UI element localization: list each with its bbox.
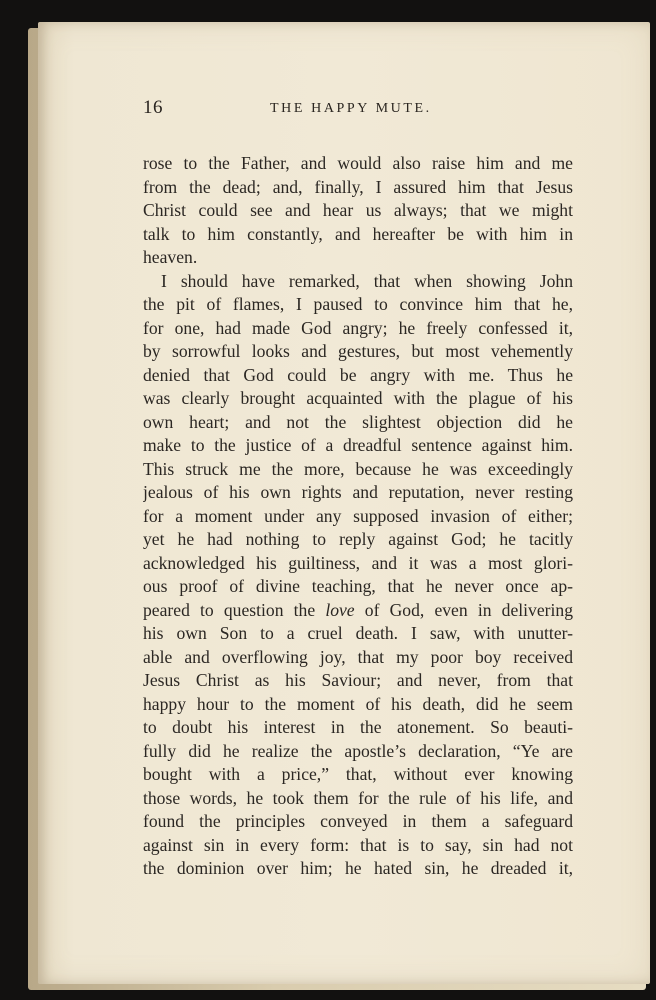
running-head [38, 95, 650, 121]
text-line: fully did he realize the apostle’s declaration, “Ye are [143, 740, 573, 761]
text-line: This struck me the more, because he was exceedingly [143, 458, 573, 479]
book-page [38, 22, 650, 984]
text-line: heaven. [143, 247, 198, 267]
text-line: ous proof of divine teaching, that he never once ap- [143, 576, 573, 596]
text-line: by sorrowful looks and gestures, but most vehemently [143, 341, 573, 361]
text-line: happy hour to the moment of his death, did he seem [143, 693, 573, 714]
book-title: THE HAPPY MUTE. [270, 101, 432, 116]
text-line: Jesus Christ as his Saviour; and never, from that [143, 670, 573, 690]
text-line: was clearly brought acquainted with the plague of his [143, 388, 573, 408]
text-line: bought with a price,” that, without ever knowing [143, 764, 573, 784]
text-line: I should have remarked, that when showing John [161, 270, 573, 291]
text-line: found the principles conveyed in them a safeguard [143, 811, 573, 831]
text-line: the pit of flames, I paused to convince him that he, [143, 294, 573, 314]
text-line: against sin in every form: that is to say, sin had not [143, 834, 573, 855]
text-line: rose to the Father, and would also raise him and me [143, 153, 573, 173]
text-line: acknowledged his guiltiness, and it was a most glori- [143, 552, 573, 573]
text-line: make to the justice of a dreadful sentence against him. [143, 435, 573, 455]
text-line: his own Son to a cruel death. I saw, with unutter- [143, 623, 573, 643]
text-line: for a moment under any supposed invasion of either; [143, 505, 573, 526]
text-line: the dominion over him; he hated sin, he dreaded it, [143, 858, 573, 878]
text-line: from the dead; and, finally, I assured him that Jesus [143, 176, 573, 197]
text-line: own heart; and not the slightest objection did he [143, 411, 573, 432]
text-line: Christ could see and hear us always; that we might [143, 200, 573, 220]
text-line: peared to question the love of God, even in delivering [143, 599, 573, 620]
body-text [143, 152, 573, 881]
text-line: able and overflowing joy, that my poor boy received [143, 646, 573, 667]
page-number: 16 [143, 97, 163, 118]
text-line: to doubt his interest in the atonement. So beauti- [143, 717, 573, 737]
text-line: denied that God could be angry with me. Thus he [143, 364, 573, 385]
text-line: talk to him constantly, and hereafter be with him in [143, 223, 573, 244]
text-line: jealous of his own rights and reputation, never resting [143, 482, 573, 502]
italic-word: love [325, 599, 355, 620]
text-line: those words, he took them for the rule of his life, and [143, 787, 573, 808]
text-line: yet he had nothing to reply against God; he tacitly [143, 529, 573, 549]
text-line: for one, had made God angry; he freely confessed it, [143, 317, 573, 338]
